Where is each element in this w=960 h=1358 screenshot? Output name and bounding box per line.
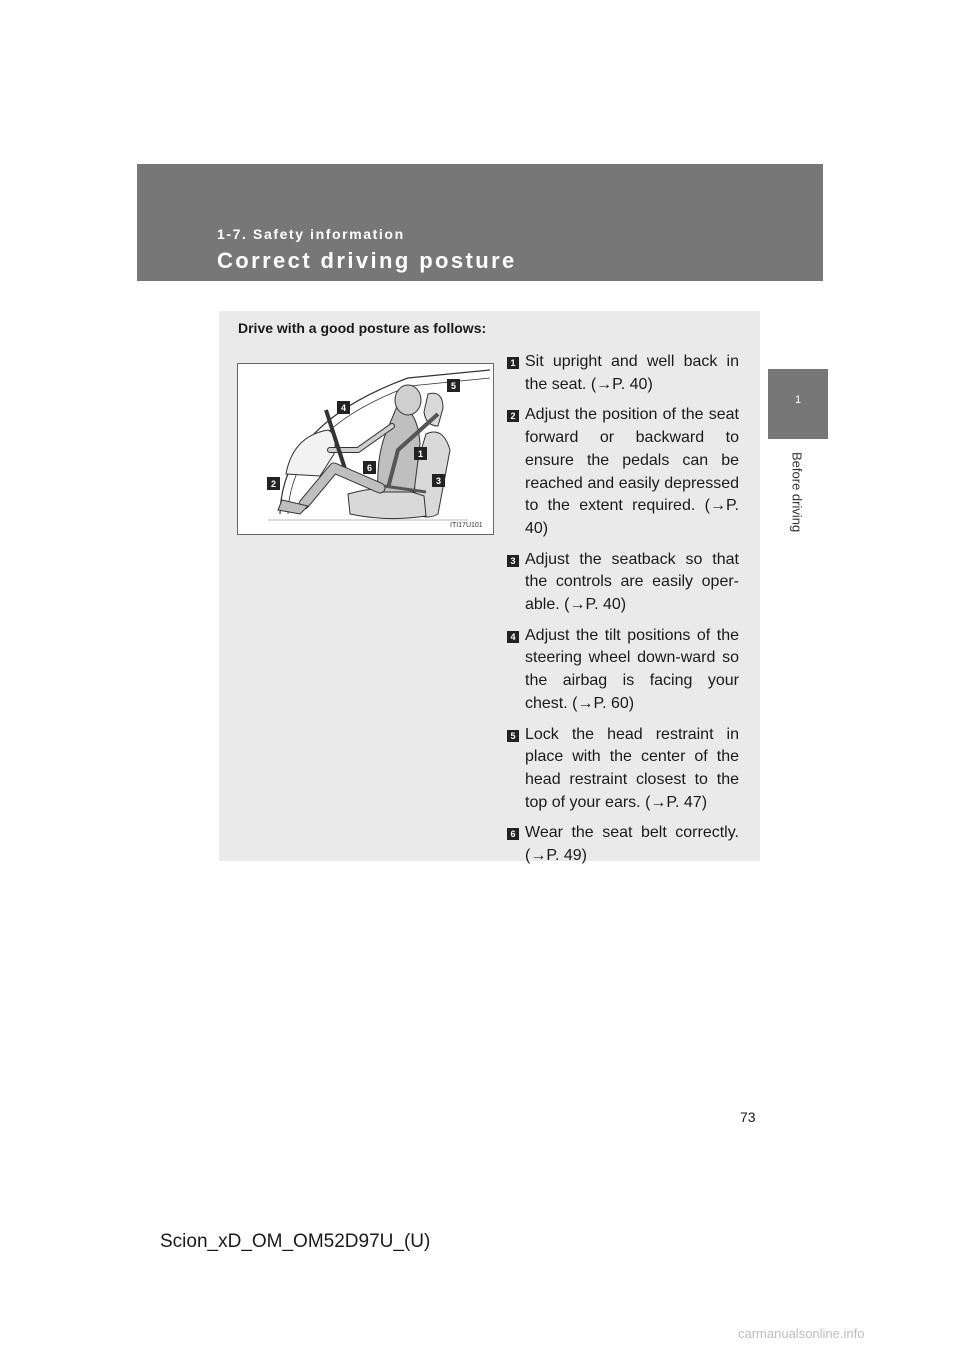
step-text: Adjust the position of the seat forward or backward to ensure the pedals can be reached and easily depressed to the extent required. (→P. 40) — [525, 406, 739, 537]
section-label: 1-7. Safety information — [217, 226, 405, 242]
step-item — [507, 351, 739, 396]
intro-text: Drive with a good posture as follows: — [238, 320, 487, 336]
header-band — [137, 164, 823, 281]
step-number-badge: 6 — [507, 828, 519, 840]
illustration-code: ITI17U101 — [450, 522, 483, 529]
step-item — [507, 549, 739, 617]
svg-text:4: 4 — [340, 403, 347, 413]
svg-text:2: 2 — [270, 479, 277, 489]
svg-text:3: 3 — [435, 476, 442, 486]
posture-panel — [219, 311, 760, 865]
step-text: Wear the seat belt correctly. (→P. 49) — [525, 824, 739, 865]
step-item — [507, 822, 739, 867]
document-code: Scion_xD_OM_OM52D97U_(U) — [160, 1231, 431, 1252]
step-number-badge: 1 — [507, 357, 519, 369]
chapter-label-text: Before driving — [789, 452, 805, 533]
svg-text:1: 1 — [417, 449, 424, 459]
callout-2 — [267, 477, 280, 490]
chapter-label — [770, 452, 824, 542]
posture-drawing — [238, 364, 493, 534]
callout-6 — [363, 461, 376, 474]
callout-1 — [414, 447, 427, 460]
step-text: Lock the head restraint in place with the center of the head restraint closest to the top of your ears. (→P. 47) — [525, 725, 739, 811]
step-item — [507, 625, 739, 716]
callout-3 — [432, 474, 445, 487]
step-text: Adjust the seatback so that the controls are easily oper-able. (→P. 40) — [525, 550, 739, 614]
step-item — [507, 404, 739, 540]
svg-text:5: 5 — [450, 381, 457, 391]
chapter-tab[interactable] — [768, 369, 828, 439]
svg-text:6: 6 — [366, 463, 373, 473]
step-text: Sit upright and well back in the seat. (→P. 40) — [525, 353, 739, 393]
callout-5 — [447, 379, 460, 392]
step-number-badge: 4 — [507, 631, 519, 643]
step-item — [507, 724, 739, 815]
step-number-badge: 5 — [507, 730, 519, 742]
callout-4 — [337, 401, 350, 414]
step-number-badge: 3 — [507, 555, 519, 567]
page-title: Correct driving posture — [217, 248, 517, 273]
posture-steps — [507, 351, 739, 876]
page-number: 73 — [740, 1109, 756, 1125]
step-text: Adjust the tilt positions of the steering wheel down-ward so the airbag is facing your chest. (→P. 60) — [525, 626, 739, 712]
driving-posture-illustration — [237, 363, 494, 535]
chapter-number: 1 — [794, 394, 802, 406]
watermark: carmanualsonline.info — [738, 1326, 865, 1341]
step-number-badge: 2 — [507, 410, 519, 422]
